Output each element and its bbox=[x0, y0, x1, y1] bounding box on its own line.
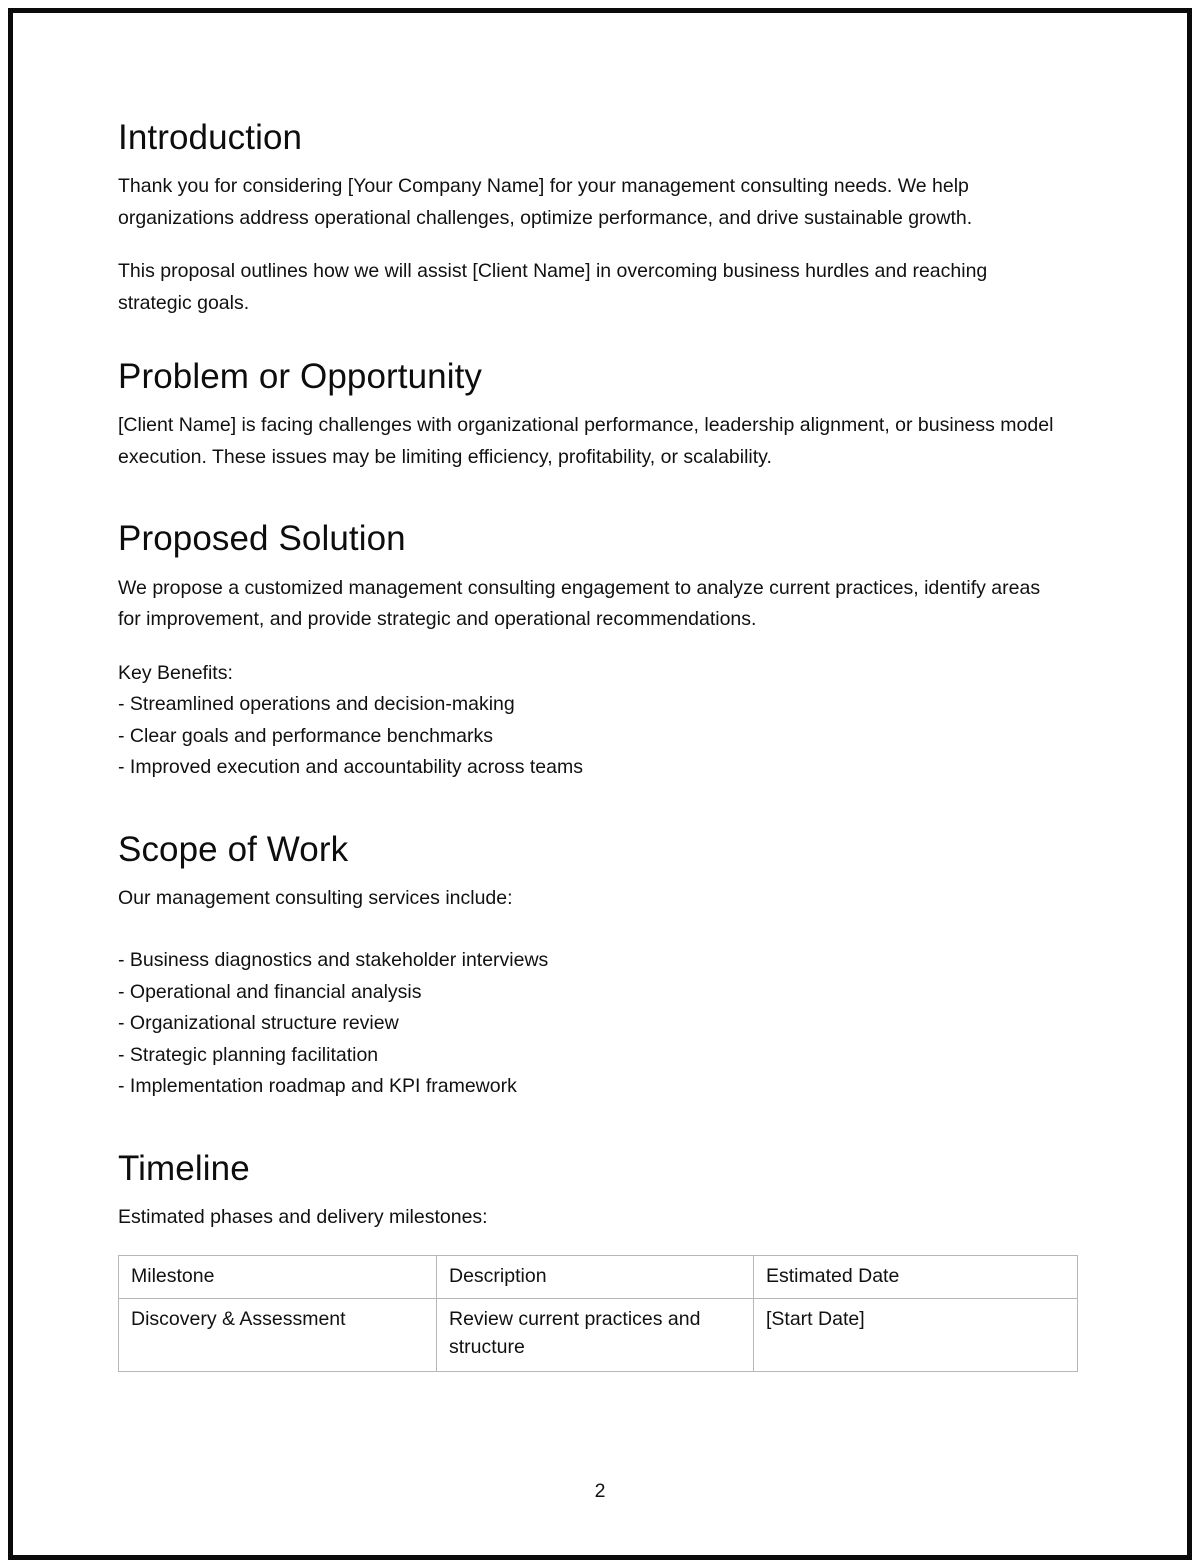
section-heading-timeline: Timeline bbox=[118, 1148, 250, 1188]
section-heading-introduction: Introduction bbox=[118, 118, 303, 157]
spacer bbox=[118, 473, 1058, 519]
section-heading-scope-of-work: Scope of Work bbox=[118, 829, 349, 869]
table-header-cell-estimated-date: Estimated Date bbox=[754, 1256, 1078, 1299]
list-item: - Implementation roadmap and KPI framework bbox=[118, 1075, 517, 1098]
document-content bbox=[118, 118, 1058, 1372]
timeline-paragraph-1: Estimated phases and delivery milestones: bbox=[118, 1205, 488, 1228]
spacer bbox=[118, 559, 1058, 573]
key-benefits-list bbox=[118, 658, 1058, 784]
list-item: - Streamlined operations and decision-making bbox=[118, 693, 515, 716]
table-cell-estimated-date: [Start Date] bbox=[754, 1299, 1078, 1372]
list-item: - Organizational structure review bbox=[118, 1012, 399, 1035]
problem-paragraph-1: [Client Name] is facing challenges with organizational performance, leadership alignment, or business model execution. These issues may be limiting efficiency, profitability, or scalability. bbox=[118, 414, 1054, 468]
table-header-row bbox=[119, 1256, 1078, 1299]
table-cell-milestone: Discovery & Assessment bbox=[119, 1299, 437, 1372]
timeline-table bbox=[118, 1255, 1078, 1372]
spacer bbox=[118, 784, 1058, 830]
introduction-paragraph-1: Thank you for considering [Your Company Name] for your management consulting needs. We help organizations address operational challenges, optimize performance, and drive sustainable growth. bbox=[118, 175, 973, 229]
spacer bbox=[118, 914, 1058, 945]
spacer bbox=[118, 636, 1058, 658]
list-item: - Clear goals and performance benchmarks bbox=[118, 724, 494, 747]
page-number: 2 bbox=[594, 1480, 606, 1502]
spacer bbox=[118, 869, 1058, 883]
table-header-cell-milestone: Milestone bbox=[119, 1256, 437, 1299]
scope-of-work-list bbox=[118, 945, 1058, 1103]
document-page bbox=[13, 13, 1187, 1555]
spacer bbox=[118, 157, 1058, 171]
list-item: - Operational and financial analysis bbox=[118, 980, 422, 1003]
table-row bbox=[119, 1299, 1078, 1372]
spacer bbox=[118, 319, 1058, 357]
spacer bbox=[118, 1233, 1058, 1255]
key-benefits-label: Key Benefits: bbox=[118, 661, 233, 684]
scope-of-work-paragraph-1: Our management consulting services include: bbox=[118, 886, 513, 909]
spacer bbox=[118, 234, 1058, 256]
spacer bbox=[118, 1103, 1058, 1149]
list-item: - Improved execution and accountability across teams bbox=[118, 756, 583, 779]
table-header-cell-description: Description bbox=[437, 1256, 754, 1299]
proposed-solution-paragraph-1: We propose a customized management consulting engagement to analyze current practices, identify areas for improvement, and provide strategic and operational recommendations. bbox=[118, 576, 1041, 631]
table-cell-description: Review current practices and structure bbox=[437, 1299, 754, 1372]
spacer bbox=[118, 396, 1058, 410]
introduction-paragraph-2: This proposal outlines how we will assist [Client Name] in overcoming business hurdles and reaching strategic goals. bbox=[118, 260, 988, 314]
spacer bbox=[118, 1188, 1058, 1202]
section-heading-proposed-solution: Proposed Solution bbox=[118, 519, 406, 559]
list-item: - Business diagnostics and stakeholder interviews bbox=[118, 949, 549, 972]
page-border-frame bbox=[8, 8, 1192, 1560]
list-item: - Strategic planning facilitation bbox=[118, 1043, 379, 1066]
section-heading-problem-or-opportunity: Problem or Opportunity bbox=[118, 357, 483, 397]
